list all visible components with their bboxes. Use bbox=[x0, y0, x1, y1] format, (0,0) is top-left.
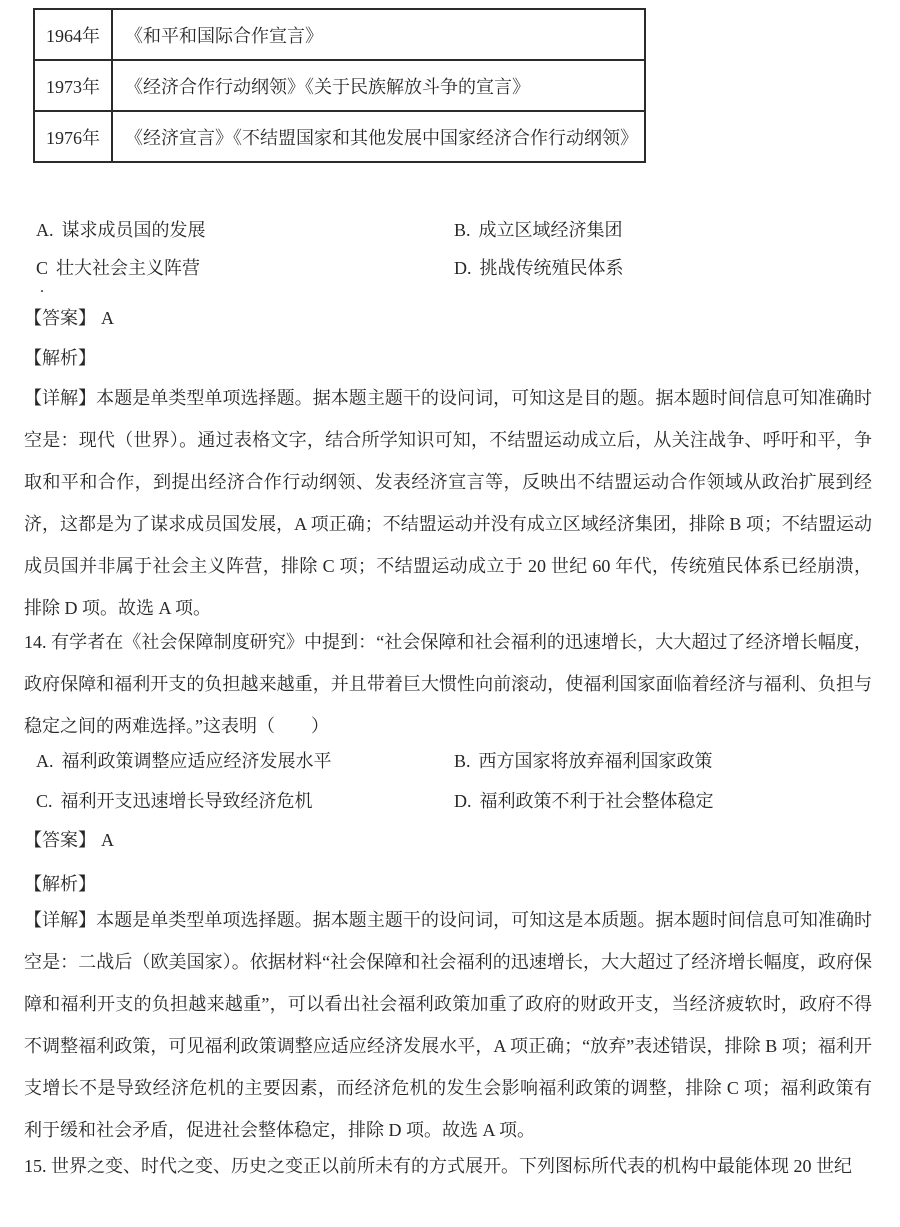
option-text: 福利开支迅速增长导致经济危机 bbox=[60, 791, 313, 811]
q14-option-c bbox=[36, 781, 454, 821]
q13-option-c bbox=[36, 249, 454, 287]
answer-value: A bbox=[101, 308, 114, 328]
answer-value: A bbox=[101, 830, 114, 850]
option-label: A. bbox=[36, 751, 54, 771]
option-text: 福利政策调整应适应经济发展水平 bbox=[61, 751, 332, 771]
q13-options bbox=[24, 211, 872, 287]
option-label: D. bbox=[454, 791, 472, 811]
table-row bbox=[34, 60, 645, 111]
option-label: B. bbox=[454, 220, 471, 240]
doc-title-cell: 《经济合作行动纲领》《关于民族解放斗争的宣言》 bbox=[112, 60, 645, 111]
q13-option-d bbox=[454, 249, 872, 287]
q13-option-a bbox=[36, 211, 454, 249]
stray-period-mark: . bbox=[40, 279, 44, 296]
q14-option-b bbox=[454, 741, 872, 781]
year-cell: 1976年 bbox=[34, 111, 112, 162]
option-label: C bbox=[36, 258, 49, 278]
nonaligned-movement-docs-table bbox=[33, 8, 646, 163]
q14-answer-line bbox=[24, 821, 872, 859]
q13-analysis-label: 【解析】 bbox=[24, 348, 96, 368]
q14-option-a bbox=[36, 741, 454, 781]
q13-detail-paragraph: 【详解】本题是单类型单项选择题。据本题主题干的设问词，可知这是目的题。据本题时间信息可知准确时空是：现代（世界）。通过表格文字，结合所学知识可知，不结盟运动成立后，从关注战争、呼吁和平，争取和平和合作，到提出经济合作行动纲领、发表经济宣言等，反映出不结盟运动合作领域从政治扩展到经济，这都是为了谋求成员国发展，A 项正确；不结盟运动并没有成立区域经济集团，排除 B 项；不结盟运动成员国并非属于社会主义阵营，排除 C 项；不结盟运动成立于 20 世纪 60 年代，传统殖民体系已经崩溃，排除 D 项。故选 A 项。 bbox=[24, 388, 872, 618]
option-label: B. bbox=[454, 751, 471, 771]
answer-label: 【答案】 bbox=[24, 308, 96, 328]
doc-title-cell: 《经济宣言》《不结盟国家和其他发展中国家经济合作行动纲领》 bbox=[112, 111, 645, 162]
table-row bbox=[34, 9, 645, 60]
option-text: 福利政策不利于社会整体稳定 bbox=[479, 791, 714, 811]
option-label: D. bbox=[454, 258, 472, 278]
table-row bbox=[34, 111, 645, 162]
q13-answer-line bbox=[24, 299, 872, 337]
year-cell: 1973年 bbox=[34, 60, 112, 111]
answer-label: 【答案】 bbox=[24, 830, 96, 850]
option-text: 壮大社会主义阵营 bbox=[56, 258, 201, 278]
option-label: A. bbox=[36, 220, 54, 240]
q14-options bbox=[24, 741, 872, 821]
option-text: 谋求成员国的发展 bbox=[61, 220, 206, 240]
year-cell: 1964年 bbox=[34, 9, 112, 60]
q15-question-stem: 15. 世界之变、时代之变、历史之变正以前所未有的方式展开。下列图标所代表的机构中最能体现 20 世纪 bbox=[24, 1156, 852, 1176]
doc-title-cell: 《和平和国际合作宣言》 bbox=[112, 9, 645, 60]
q14-analysis-label: 【解析】 bbox=[24, 874, 96, 894]
option-text: 西方国家将放弃福利国家政策 bbox=[478, 751, 713, 771]
option-text: 挑战传统殖民体系 bbox=[479, 258, 624, 278]
option-label: C. bbox=[36, 791, 53, 811]
option-text: 成立区域经济集团 bbox=[478, 220, 623, 240]
q14-detail-paragraph: 【详解】本题是单类型单项选择题。据本题主题干的设问词，可知这是本质题。据本题时间信息可知准确时空是：二战后（欧美国家）。依据材料“社会保障和社会福利的迅速增长，大大超过了经济增长幅度，政府保障和福利开支的负担越来越重”，可以看出社会福利政策加重了政府的财政开支，当经济疲软时，政府不得不调整福利政策，可见福利政策调整应适应经济发展水平，A 项正确；“放弃”表述错误，排除 B 项；福利开支增长不是导致经济危机的主要因素，而经济危机的发生会影响福利政策的调整，排除 C 项；福利政策有利于缓和社会矛盾，促进社会整体稳定，排除 D 项。故选 A 项。 bbox=[24, 910, 872, 1140]
q13-option-b bbox=[454, 211, 872, 249]
q14-option-d bbox=[454, 781, 872, 821]
q14-question-stem: 14. 有学者在《社会保障制度研究》中提到：“社会保障和社会福利的迅速增长，大大超过了经济增长幅度，政府保障和福利开支的负担越来越重，并且带着巨大惯性向前滚动，使福利国家面临着经济与福利、负担与稳定之间的两难选择。”这表明（ ） bbox=[24, 632, 872, 736]
